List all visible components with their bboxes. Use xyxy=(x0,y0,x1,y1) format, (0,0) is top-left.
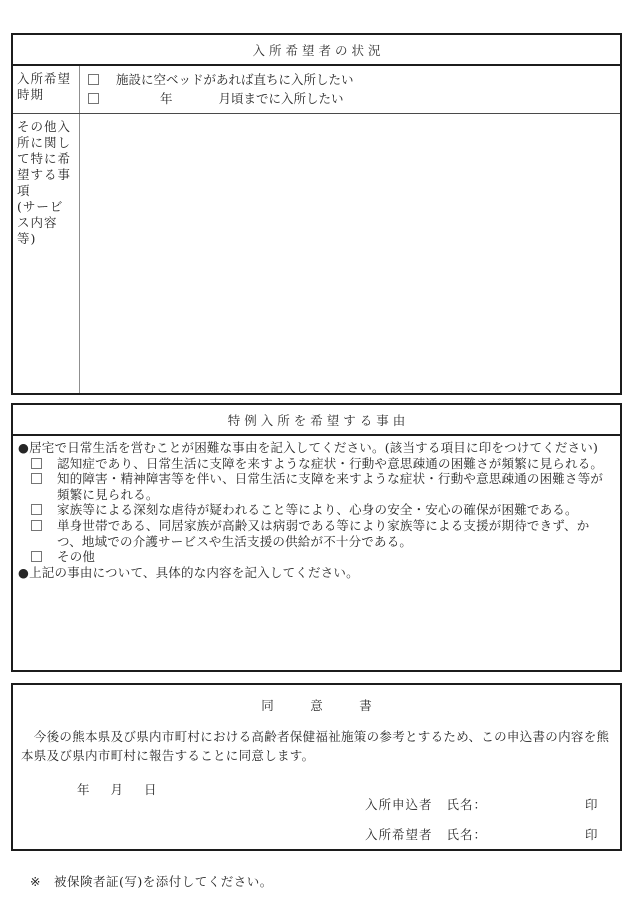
date-year-label: 年 xyxy=(77,782,90,797)
applicant-name-label: 氏名： xyxy=(446,797,488,812)
date-month-label: 月 xyxy=(110,782,124,797)
section1-title: 入所希望者の状況 xyxy=(13,35,620,66)
year-input-blank[interactable] xyxy=(116,93,160,105)
reason-item-abuse: 家族等による深刻な虐待が疑われること等により、心身の安全・安心の確保が困難である。 xyxy=(18,502,612,518)
option-immediate-label: 施設に空ベッドがあれば直ちに入所したい xyxy=(116,72,354,87)
consent-section xyxy=(11,683,622,851)
reason-item-disability: 知的障害・精神障害等を伴い、日常生活に支障を来すような症状・行動や意思疎通の困難さ等が頻繁に見られる。 xyxy=(18,471,612,502)
checkbox-dementia[interactable] xyxy=(31,458,42,469)
reason-item-other: その他 xyxy=(18,549,612,565)
applicant-role-label: 入所申込者 xyxy=(365,797,433,812)
special-admission-reason-body xyxy=(13,436,620,670)
reason-item-single-household: 単身世帯である、同居家族が高齢又は病弱である等により家族等による支援が期待できず、かつ、地域での介護サービスや生活支援の供給が不十分である。 xyxy=(18,518,612,549)
checkbox-admission-by-date[interactable] xyxy=(88,93,99,104)
section2-title: 特例入所を希望する事由 xyxy=(13,405,620,436)
resident-seal-label: 印 xyxy=(585,827,599,842)
other-wishes-input-area[interactable] xyxy=(80,114,620,393)
attachment-note xyxy=(30,872,273,890)
consent-body-text: 今後の熊本県及び県内市町村における高齢者保健福祉施策の参考とするため、この申込書の内容を熊本県及び県内市町村に報告することに同意します。 xyxy=(21,729,610,763)
admission-period-row xyxy=(13,66,620,114)
signer-row-applicant xyxy=(365,795,599,813)
details-instruction-line: ●上記の事由について、具体的な内容を記入してください。 xyxy=(18,564,359,580)
applicant-status-section xyxy=(11,33,622,395)
reason-instruction-line: ●居宅で日常生活を営むことが困難な事由を記入してください。(該当する項目に印をつけてください) xyxy=(18,440,599,455)
admission-period-options xyxy=(80,66,620,113)
signer-row-resident xyxy=(365,825,599,843)
reason-details-input-area[interactable] xyxy=(18,594,612,668)
resident-role-label: 入所希望者 xyxy=(365,827,433,842)
other-wishes-label-sub: (サービス内容等) xyxy=(17,199,64,246)
checkbox-immediate-admission[interactable] xyxy=(88,74,99,85)
checkbox-abuse[interactable] xyxy=(31,504,42,515)
other-wishes-row xyxy=(13,114,620,393)
bullet-icon: ● xyxy=(18,440,30,455)
other-wishes-label xyxy=(13,114,80,393)
checkbox-other-reason[interactable] xyxy=(31,551,42,562)
checkbox-single-household[interactable] xyxy=(31,520,42,531)
option-admission-by-date xyxy=(86,89,614,108)
consent-date-line xyxy=(13,765,620,798)
applicant-name-input-blank[interactable] xyxy=(487,797,567,809)
resident-name-input-blank[interactable] xyxy=(487,827,567,839)
month-label: 月頃までに入所したい xyxy=(218,91,344,106)
admission-period-label: 入所希望時期 xyxy=(13,66,80,113)
option-immediate-admission xyxy=(86,70,614,89)
special-admission-reason-section xyxy=(11,403,622,672)
bullet-icon: ● xyxy=(18,564,30,580)
applicant-seal-label: 印 xyxy=(585,797,599,812)
consent-title: 同 意 書 xyxy=(261,698,384,713)
checkbox-intellectual-mental-disability[interactable] xyxy=(31,473,42,484)
reason-item-dementia: 認知症であり、日常生活に支障を来すような症状・行動や意思疎通の困難さが頻繁に見られる。 xyxy=(18,456,612,472)
other-wishes-label-main: その他入所に関して特に希望する事項 xyxy=(17,119,72,198)
month-input-blank[interactable] xyxy=(173,93,219,105)
date-day-label: 日 xyxy=(144,782,157,797)
note-mark: ※ xyxy=(30,874,41,889)
note-text: 被保険者証(写)を添付してください。 xyxy=(53,874,273,889)
year-label: 年 xyxy=(160,91,173,106)
resident-name-label: 氏名： xyxy=(446,827,488,842)
